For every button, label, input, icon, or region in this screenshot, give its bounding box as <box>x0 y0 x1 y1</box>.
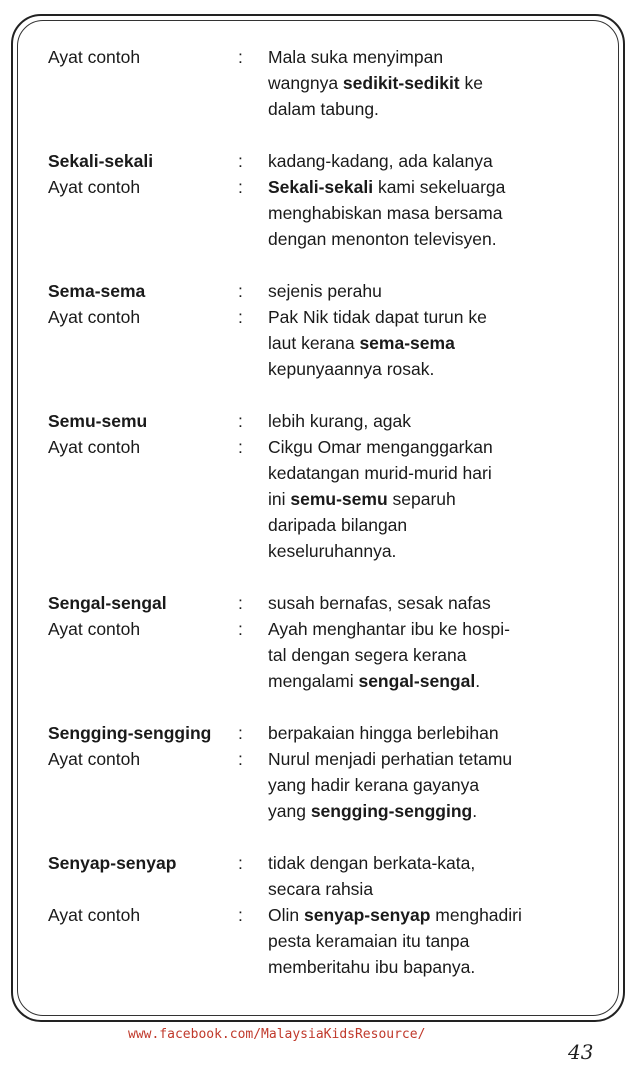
term-label <box>48 460 236 486</box>
term-word: Sekali-sekali <box>48 151 154 171</box>
term-label: Ayat contoh <box>48 749 141 769</box>
entry-row <box>48 720 608 746</box>
definition-text: tidak dengan berkata-kata, <box>268 853 476 873</box>
glossary-entry <box>48 408 608 564</box>
term-label: Ayat contoh <box>48 437 141 457</box>
definition-text: pesta keramaian itu tanpa <box>268 931 470 951</box>
term-label: Ayat contoh <box>48 47 141 67</box>
definition-text: daripada bilangan <box>268 515 408 535</box>
term-label <box>48 668 236 694</box>
colon-separator: : <box>238 177 243 197</box>
facebook-link[interactable]: www.facebook.com/MalaysiaKidsResource/ <box>128 1027 426 1042</box>
entry-row <box>48 928 608 954</box>
entry-row <box>48 668 608 694</box>
colon-separator <box>236 928 268 954</box>
entry-row <box>48 200 608 226</box>
definition-text: susah bernafas, sesak nafas <box>268 593 491 613</box>
term-label <box>48 330 236 356</box>
entry-spacer <box>48 252 608 278</box>
definition-text: lebih kurang, agak <box>268 411 412 431</box>
term-label: Ayat contoh <box>48 177 141 197</box>
highlighted-term: sema-sema <box>359 333 455 353</box>
colon-separator: : <box>238 151 243 171</box>
term-label <box>48 954 236 980</box>
glossary-entry <box>48 850 608 980</box>
term-word: Senyap-senyap <box>48 853 177 873</box>
definition-text: secara rahsia <box>268 879 374 899</box>
colon-separator <box>236 486 268 512</box>
definition-text: Nurul menjadi perhatian tetamu <box>268 749 513 769</box>
entry-row <box>48 304 608 330</box>
definition-text: Olin senyap-senyap menghadiri <box>268 905 522 925</box>
entry-spacer <box>48 382 608 408</box>
definition-text: Sekali-sekali kami sekeluarga <box>268 177 506 197</box>
glossary-entry <box>48 720 608 824</box>
term-label <box>48 798 236 824</box>
definition-text: Cikgu Omar menganggarkan <box>268 437 493 457</box>
entry-row <box>48 876 608 902</box>
colon-separator: : <box>238 723 243 743</box>
colon-separator: : <box>238 593 243 613</box>
entry-row <box>48 408 608 434</box>
term-label <box>48 928 236 954</box>
colon-separator <box>236 538 268 564</box>
glossary-content <box>48 44 608 980</box>
entry-row <box>48 278 608 304</box>
definition-text: dalam tabung. <box>268 99 379 119</box>
term-label <box>48 96 236 122</box>
term-word <box>48 876 236 902</box>
definition-text: dengan menonton televisyen. <box>268 229 497 249</box>
colon-separator <box>236 668 268 694</box>
colon-separator: : <box>238 749 243 769</box>
highlighted-term: sedikit-sedikit <box>342 73 460 93</box>
definition-text: menghabiskan masa bersama <box>268 203 503 223</box>
colon-separator <box>236 70 268 96</box>
definition-text: laut kerana sema-sema <box>268 333 455 353</box>
definition-text: kadang-kadang, ada kalanya <box>268 151 493 171</box>
highlighted-term: sengging-sengging <box>310 801 473 821</box>
highlighted-term: Sekali-sekali <box>268 177 374 197</box>
colon-separator: : <box>238 619 243 639</box>
term-word: Sema-sema <box>48 281 146 301</box>
definition-text: Ayah menghantar ibu ke hospi- <box>268 619 510 639</box>
entry-row <box>48 538 608 564</box>
term-label: Ayat contoh <box>48 619 141 639</box>
colon-separator <box>236 798 268 824</box>
glossary-entry <box>48 278 608 382</box>
entry-row <box>48 434 608 460</box>
entry-row <box>48 772 608 798</box>
colon-separator <box>236 772 268 798</box>
entry-row <box>48 356 608 382</box>
term-label: Ayat contoh <box>48 307 141 327</box>
glossary-entry <box>48 44 608 122</box>
colon-separator: : <box>238 411 243 431</box>
page-number: 43 <box>568 1040 594 1064</box>
term-label <box>48 200 236 226</box>
colon-separator <box>236 226 268 252</box>
entry-row <box>48 642 608 668</box>
term-label <box>48 226 236 252</box>
entry-row <box>48 850 608 876</box>
definition-text: Pak Nik tidak dapat turun ke <box>268 307 487 327</box>
entry-row <box>48 590 608 616</box>
entry-row <box>48 512 608 538</box>
term-label <box>48 70 236 96</box>
definition-text: mengalami sengal-sengal. <box>268 671 481 691</box>
term-label <box>48 538 236 564</box>
definition-text: memberitahu ibu bapanya. <box>268 957 476 977</box>
term-label <box>48 772 236 798</box>
definition-text: keseluruhannya. <box>268 541 397 561</box>
term-label <box>48 356 236 382</box>
entry-row <box>48 96 608 122</box>
entry-row <box>48 486 608 512</box>
entry-row <box>48 798 608 824</box>
definition-text: tal dengan segera kerana <box>268 645 467 665</box>
colon-separator <box>236 512 268 538</box>
colon-separator <box>236 460 268 486</box>
definition-text: wangnya sedikit-sedikit ke <box>268 73 483 93</box>
definition-text: yang sengging-sengging. <box>268 801 478 821</box>
colon-separator: : <box>238 905 243 925</box>
entry-row <box>48 174 608 200</box>
glossary-entry <box>48 590 608 694</box>
term-word: Sengal-sengal <box>48 593 167 613</box>
highlighted-term: senyap-senyap <box>303 905 431 925</box>
term-label: Ayat contoh <box>48 905 141 925</box>
colon-separator <box>236 330 268 356</box>
colon-separator: : <box>238 47 243 67</box>
term-word: Semu-semu <box>48 411 148 431</box>
entry-row <box>48 330 608 356</box>
entry-spacer <box>48 122 608 148</box>
definition-text: sejenis perahu <box>268 281 382 301</box>
definition-text: kepunyaannya rosak. <box>268 359 435 379</box>
term-label <box>48 642 236 668</box>
entry-row <box>48 44 608 70</box>
colon-separator <box>236 200 268 226</box>
colon-separator: : <box>238 437 243 457</box>
definition-text: berpakaian hingga berlebihan <box>268 723 499 743</box>
colon-separator <box>236 954 268 980</box>
entry-row <box>48 226 608 252</box>
colon-separator <box>236 96 268 122</box>
entry-row <box>48 902 608 928</box>
entry-row <box>48 746 608 772</box>
entry-row <box>48 148 608 174</box>
colon-separator: : <box>238 853 243 873</box>
definition-text: yang hadir kerana gayanya <box>268 775 480 795</box>
glossary-entry <box>48 148 608 252</box>
entry-row <box>48 954 608 980</box>
term-label <box>48 512 236 538</box>
highlighted-term: sengal-sengal <box>358 671 476 691</box>
definition-text: Mala suka menyimpan <box>268 47 444 67</box>
entry-row <box>48 70 608 96</box>
entry-row <box>48 460 608 486</box>
entry-row <box>48 616 608 642</box>
highlighted-term: semu-semu <box>290 489 388 509</box>
definition-text: kedatangan murid-murid hari <box>268 463 492 483</box>
term-word: Sengging-sengging <box>48 723 212 743</box>
entry-spacer <box>48 694 608 720</box>
term-label <box>48 486 236 512</box>
colon-separator <box>236 356 268 382</box>
colon-separator <box>236 642 268 668</box>
entry-spacer <box>48 564 608 590</box>
colon-separator <box>236 876 268 902</box>
entry-spacer <box>48 824 608 850</box>
colon-separator: : <box>238 281 243 301</box>
colon-separator: : <box>238 307 243 327</box>
definition-text: ini semu-semu separuh <box>268 489 456 509</box>
